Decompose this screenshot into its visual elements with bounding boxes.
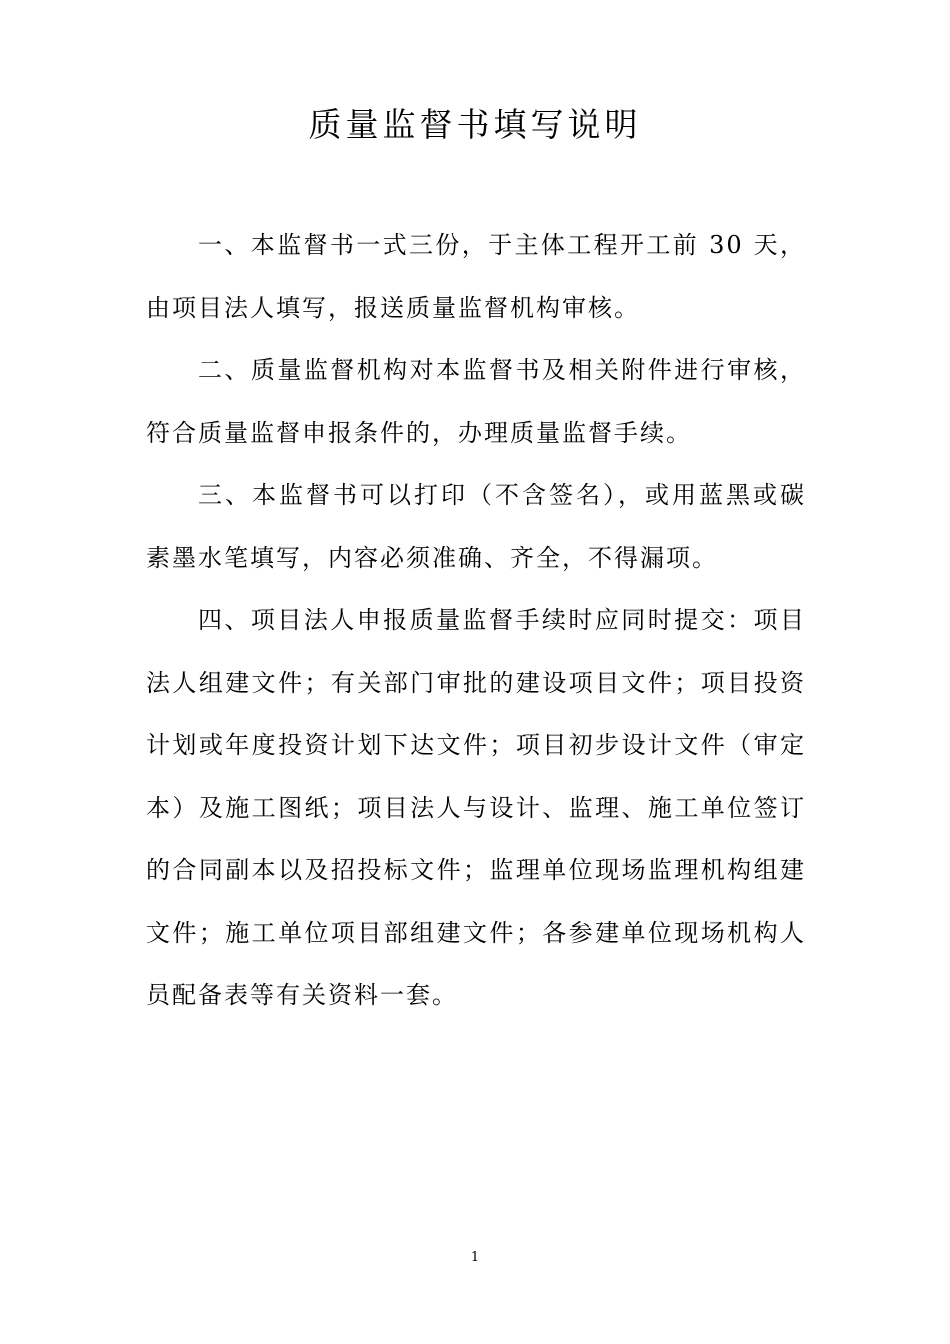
instruction-paragraph-2: 二、质量监督机构对本监督书及相关附件进行审核，符合质量监督申报条件的，办理质量监督手续。 <box>146 356 806 447</box>
page-number: 1 <box>470 1250 480 1265</box>
instructions-body <box>146 214 806 1027</box>
instruction-paragraph-4: 四、项目法人申报质量监督手续时应同时提交：项目法人组建文件；有关部门审批的建设项目文件；项目投资计划或年度投资计划下达文件；项目初步设计文件（审定本）及施工图纸；项目法人与设计、监理、施工单位签订的合同副本以及招投标文件；监理单位现场监理机构组建文件；施工单位项目部组建文件；各参建单位现场机构人员配备表等有关资料一套。 <box>146 606 806 1009</box>
document-title: 质量监督书填写说明 <box>308 105 642 144</box>
instruction-paragraph-3: 三、本监督书可以打印（不含签名），或用蓝黑或碳素墨水笔填写，内容必须准确、齐全，不得漏项。 <box>146 481 806 572</box>
instruction-paragraph-1: 一、本监督书一式三份，于主体工程开工前 30 天，由项目法人填写，报送质量监督机构审核。 <box>146 231 806 322</box>
